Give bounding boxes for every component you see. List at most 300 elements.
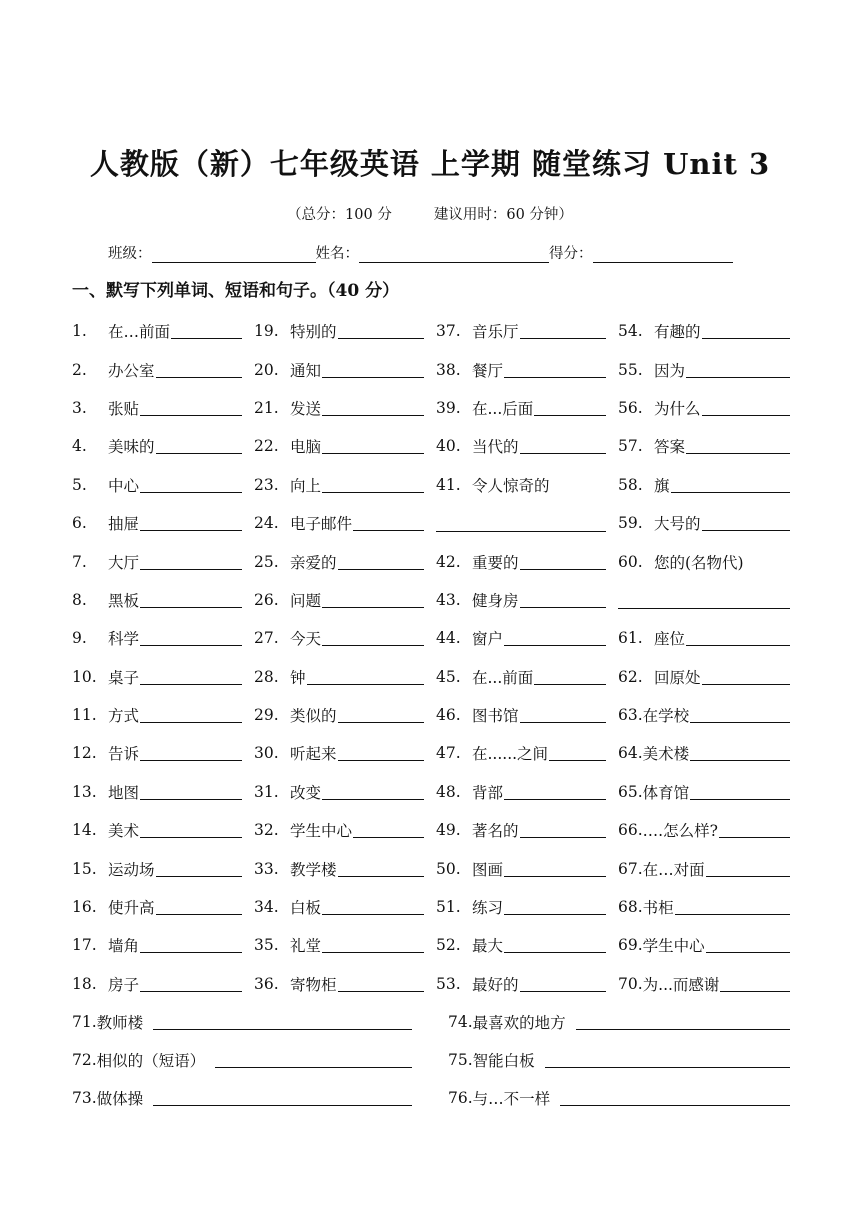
item-number: 68.	[618, 898, 643, 917]
item-prompt: 教师楼	[96, 1014, 144, 1032]
score-field[interactable]	[593, 246, 733, 263]
answer-blank[interactable]	[690, 784, 790, 800]
vocab-item	[618, 888, 790, 926]
item-number: 71.	[72, 1013, 97, 1031]
vocab-item	[436, 734, 618, 772]
answer-blank[interactable]	[436, 531, 606, 532]
item-number: 12.	[72, 744, 97, 763]
answer-blank[interactable]	[322, 784, 424, 800]
answer-blank[interactable]	[322, 477, 424, 493]
item-prompt: 美术	[108, 822, 140, 841]
item-number: 65.	[618, 782, 643, 801]
answer-blank[interactable]	[140, 515, 242, 531]
item-number: 27.	[254, 629, 279, 648]
item-prompt: 美味的	[108, 438, 155, 457]
item-number: 13.	[72, 782, 97, 801]
vocab-item	[436, 466, 618, 504]
answer-blank[interactable]	[576, 1014, 790, 1030]
item-prompt: 有趣的	[654, 323, 701, 342]
item-number: 66.	[618, 821, 643, 840]
item-number: 48.	[436, 782, 461, 801]
item-prompt: 房子	[108, 975, 140, 994]
item-number: 16.	[72, 898, 97, 917]
item-number: 35.	[254, 936, 279, 955]
item-number: 36.	[254, 974, 279, 993]
item-number: 43.	[436, 590, 461, 609]
item-prompt: 在...后面	[472, 399, 534, 418]
item-number: 47.	[436, 744, 461, 763]
vocab-item	[436, 811, 618, 849]
answer-blank[interactable]	[156, 861, 242, 877]
answer-blank[interactable]	[702, 515, 790, 531]
item-number: 21.	[254, 398, 279, 417]
answer-blank[interactable]	[549, 745, 606, 761]
answer-blank[interactable]	[520, 554, 606, 570]
answer-blank[interactable]	[504, 630, 606, 646]
item-number: 57.	[618, 437, 643, 456]
vocab-grid	[72, 312, 790, 1003]
item-prompt: 类似的	[290, 707, 337, 726]
answer-blank[interactable]	[322, 937, 424, 953]
answer-blank[interactable]	[686, 362, 790, 378]
vocab-item	[254, 773, 436, 811]
item-prompt: 在…前面	[108, 323, 171, 342]
section-heading: 一、默写下列单词、短语和句子。（40 分）	[72, 281, 400, 301]
item-prompt: 礼堂	[290, 937, 322, 956]
item-prompt: 问题	[290, 591, 322, 610]
item-prompt: 因为	[654, 361, 686, 380]
item-number: 14.	[72, 821, 97, 840]
phrase-item	[72, 1079, 448, 1117]
answer-blank[interactable]	[140, 400, 242, 416]
item-number: 61.	[618, 629, 643, 648]
item-prompt: 发送	[290, 399, 322, 418]
answer-blank[interactable]	[140, 784, 242, 800]
item-prompt: 电子邮件	[290, 515, 353, 534]
vocab-item	[436, 658, 618, 696]
vocab-item	[72, 504, 254, 542]
vocab-item	[618, 849, 790, 887]
item-prompt: 为什么	[654, 399, 701, 418]
item-prompt: 智能白板	[472, 1052, 535, 1070]
answer-blank[interactable]	[215, 1052, 412, 1068]
item-prompt: 黑板	[108, 591, 140, 610]
item-prompt: 电脑	[290, 438, 322, 457]
item-number: 4.	[72, 437, 87, 456]
item-number: 1.	[72, 322, 87, 341]
answer-blank[interactable]	[690, 745, 790, 761]
vocab-item	[254, 658, 436, 696]
item-prompt: 著名的	[472, 822, 519, 841]
vocab-item	[72, 658, 254, 696]
suggested-time-text: 建议用时：60 分钟）	[433, 207, 573, 223]
answer-blank[interactable]	[338, 323, 424, 339]
vocab-item	[436, 888, 618, 926]
answer-blank[interactable]	[686, 438, 790, 454]
phrase-item	[448, 1079, 790, 1117]
answer-blank[interactable]	[322, 592, 424, 608]
item-number: 18.	[72, 974, 97, 993]
item-number: 38.	[436, 360, 461, 379]
answer-blank[interactable]	[702, 323, 790, 339]
vocab-item	[254, 965, 436, 1003]
item-prompt: 科学	[108, 630, 140, 649]
vocab-item	[254, 888, 436, 926]
answer-blank[interactable]	[560, 1090, 790, 1106]
answer-blank[interactable]	[322, 400, 424, 416]
answer-blank[interactable]	[156, 362, 242, 378]
phrase-item	[448, 1003, 790, 1041]
item-number: 11.	[72, 706, 97, 725]
vocab-item	[72, 389, 254, 427]
vocab-item	[254, 312, 436, 350]
item-prompt: 健身房	[472, 591, 519, 610]
item-prompt: 体育馆	[642, 783, 690, 802]
item-prompt: 最大	[472, 937, 504, 956]
item-prompt: 告诉	[108, 745, 140, 764]
vocab-item	[436, 312, 618, 350]
answer-blank[interactable]	[156, 438, 242, 454]
item-number: 52.	[436, 936, 461, 955]
answer-blank[interactable]	[520, 592, 606, 608]
answer-blank[interactable]	[307, 669, 424, 685]
answer-blank[interactable]	[520, 438, 606, 454]
item-number: 15.	[72, 859, 97, 878]
vocab-item	[618, 965, 790, 1003]
item-prompt: 做体操	[96, 1090, 144, 1108]
item-prompt: 向上	[290, 476, 322, 495]
answer-blank[interactable]	[702, 669, 790, 685]
answer-blank[interactable]	[156, 899, 242, 915]
class-label: 班级：	[108, 246, 152, 262]
answer-blank[interactable]	[520, 323, 606, 339]
vocab-item	[618, 389, 790, 427]
item-prompt: 窗户	[472, 630, 504, 649]
vocab-item	[72, 581, 254, 619]
vocab-item	[72, 312, 254, 350]
item-number: 39.	[436, 398, 461, 417]
item-number: 46.	[436, 706, 461, 725]
item-prompt: 在学校	[642, 707, 690, 726]
vocab-item	[618, 542, 790, 580]
name-field[interactable]	[359, 246, 549, 263]
vocab-item	[254, 389, 436, 427]
item-number: 44.	[436, 629, 461, 648]
vocab-item	[72, 849, 254, 887]
item-prompt: 张贴	[108, 399, 140, 418]
vocab-item	[436, 849, 618, 887]
answer-blank[interactable]	[618, 608, 790, 609]
item-number: 62.	[618, 667, 643, 686]
item-number: 24.	[254, 514, 279, 533]
item-prompt: 学生中心	[290, 822, 353, 841]
answer-blank[interactable]	[353, 515, 424, 531]
vocab-item	[254, 581, 436, 619]
answer-blank[interactable]	[338, 976, 424, 992]
item-prompt: 钟	[290, 668, 306, 687]
answer-blank[interactable]	[690, 707, 790, 723]
phrase-item	[72, 1003, 448, 1041]
vocab-item	[618, 811, 790, 849]
answer-blank[interactable]	[504, 937, 606, 953]
answer-blank[interactable]	[504, 784, 606, 800]
vocab-item	[72, 619, 254, 657]
vocab-item	[254, 504, 436, 542]
item-prompt: 与…不一样	[472, 1090, 551, 1108]
item-number: 26.	[254, 590, 279, 609]
vocab-item	[72, 466, 254, 504]
item-prompt: 学生中心	[642, 937, 705, 956]
vocab-item	[618, 619, 790, 657]
vocab-item	[72, 773, 254, 811]
answer-blank[interactable]	[140, 745, 242, 761]
answer-blank[interactable]	[534, 669, 606, 685]
item-prompt: 抽屉	[108, 515, 140, 534]
item-number: 29.	[254, 706, 279, 725]
item-number: 54.	[618, 322, 643, 341]
item-prompt: 亲爱的	[290, 553, 337, 572]
item-number: 30.	[254, 744, 279, 763]
answer-blank[interactable]	[671, 477, 790, 493]
vocab-item	[618, 734, 790, 772]
item-number: 19.	[254, 322, 279, 341]
answer-blank[interactable]	[140, 822, 242, 838]
item-prompt: 白板	[290, 899, 322, 918]
answer-blank[interactable]	[504, 899, 606, 915]
answer-blank[interactable]	[675, 899, 790, 915]
answer-blank[interactable]	[338, 554, 424, 570]
answer-blank[interactable]	[702, 400, 790, 416]
item-prompt: ….怎么样?	[642, 822, 718, 841]
vocab-item	[72, 350, 254, 388]
answer-blank[interactable]	[140, 477, 242, 493]
item-number: 51.	[436, 898, 461, 917]
answer-blank[interactable]	[534, 400, 606, 416]
answer-blank[interactable]	[140, 669, 242, 685]
item-prompt: 大厅	[108, 553, 140, 572]
item-prompt: 方式	[108, 707, 140, 726]
vocab-item	[254, 811, 436, 849]
item-number: 74.	[448, 1013, 473, 1031]
item-prompt: 您的(名物代)	[654, 553, 744, 572]
total-score-text: （总分：100 分	[287, 207, 392, 223]
item-prompt: 令人惊奇的	[472, 476, 550, 495]
item-prompt: 通知	[290, 361, 322, 380]
answer-blank[interactable]	[322, 899, 424, 915]
vocab-item	[72, 888, 254, 926]
answer-blank[interactable]	[706, 861, 790, 877]
item-number: 70.	[618, 974, 643, 993]
answer-blank[interactable]	[719, 822, 790, 838]
answer-blank[interactable]	[140, 592, 242, 608]
item-prompt: 教学楼	[290, 860, 337, 879]
vocab-item	[618, 581, 790, 619]
item-prompt: 回原处	[654, 668, 701, 687]
answer-blank[interactable]	[706, 937, 790, 953]
vocab-item	[436, 926, 618, 964]
worksheet-title: 人教版（新）七年级英语 上学期 随堂练习 Unit 3	[89, 147, 771, 181]
vocab-item	[254, 350, 436, 388]
item-number: 7.	[72, 552, 87, 571]
item-number: 53.	[436, 974, 461, 993]
phrase-item	[448, 1041, 790, 1079]
answer-blank[interactable]	[504, 861, 606, 877]
answer-blank[interactable]	[720, 976, 790, 992]
vocab-item	[436, 542, 618, 580]
item-prompt: 桌子	[108, 668, 140, 687]
answer-blank[interactable]	[338, 861, 424, 877]
item-number: 60.	[618, 552, 643, 571]
answer-blank[interactable]	[140, 976, 242, 992]
item-prompt: 座位	[654, 630, 686, 649]
item-number: 56.	[618, 398, 643, 417]
vocab-item	[254, 619, 436, 657]
vocab-item	[254, 466, 436, 504]
item-prompt: 最好的	[472, 975, 519, 994]
vocab-item	[436, 619, 618, 657]
vocab-item	[72, 811, 254, 849]
answer-blank[interactable]	[153, 1014, 412, 1030]
answer-blank[interactable]	[322, 438, 424, 454]
vocab-item	[618, 312, 790, 350]
item-prompt: 特别的	[290, 323, 337, 342]
item-number: 72.	[72, 1051, 97, 1069]
vocab-item	[618, 427, 790, 465]
student-info-row	[108, 242, 733, 263]
item-prompt: 寄物柜	[290, 975, 337, 994]
vocab-item	[618, 926, 790, 964]
item-prompt: 在...前面	[472, 668, 534, 687]
vocab-item	[436, 504, 618, 542]
item-number: 75.	[448, 1051, 473, 1069]
vocab-item	[618, 658, 790, 696]
answer-blank[interactable]	[520, 707, 606, 723]
item-number: 67.	[618, 859, 643, 878]
answer-blank[interactable]	[140, 707, 242, 723]
item-number: 28.	[254, 667, 279, 686]
item-number: 5.	[72, 475, 87, 494]
item-prompt: 答案	[654, 438, 686, 457]
item-number: 42.	[436, 552, 461, 571]
item-prompt: 在…对面	[642, 860, 705, 879]
answer-blank[interactable]	[140, 630, 242, 646]
vocab-item	[618, 466, 790, 504]
item-number: 10.	[72, 667, 97, 686]
answer-blank[interactable]	[686, 630, 790, 646]
item-number: 17.	[72, 936, 97, 955]
answer-blank[interactable]	[140, 937, 242, 953]
answer-blank[interactable]	[520, 976, 606, 992]
vocab-item	[618, 696, 790, 734]
answer-blank[interactable]	[322, 362, 424, 378]
item-prompt: 地图	[108, 783, 140, 802]
item-number: 33.	[254, 859, 279, 878]
answer-blank[interactable]	[171, 323, 242, 339]
item-prompt: 今天	[290, 630, 322, 649]
answer-blank[interactable]	[504, 362, 606, 378]
vocab-item	[254, 849, 436, 887]
item-number: 8.	[72, 590, 87, 609]
item-number: 32.	[254, 821, 279, 840]
item-number: 23.	[254, 475, 279, 494]
item-prompt: 大号的	[654, 515, 701, 534]
vocab-item	[254, 926, 436, 964]
item-number: 76.	[448, 1089, 473, 1107]
vocab-item	[618, 350, 790, 388]
item-number: 22.	[254, 437, 279, 456]
vocab-item	[254, 542, 436, 580]
item-prompt: 运动场	[108, 860, 155, 879]
item-prompt: 背部	[472, 783, 504, 802]
answer-blank[interactable]	[338, 745, 424, 761]
item-number: 41.	[436, 475, 461, 494]
vocab-item	[436, 389, 618, 427]
item-number: 37.	[436, 322, 461, 341]
item-prompt: 改变	[290, 783, 322, 802]
vocab-item	[436, 773, 618, 811]
item-prompt: 墙角	[108, 937, 140, 956]
vocab-item	[72, 696, 254, 734]
answer-blank[interactable]	[322, 630, 424, 646]
vocab-item	[72, 734, 254, 772]
item-prompt: 美术楼	[642, 745, 690, 764]
answer-blank[interactable]	[353, 822, 424, 838]
item-number: 9.	[72, 629, 87, 648]
vocab-item	[72, 542, 254, 580]
item-number: 64.	[618, 744, 643, 763]
worksheet-subtitle	[0, 203, 860, 224]
answer-blank[interactable]	[153, 1090, 412, 1106]
answer-blank[interactable]	[338, 707, 424, 723]
vocab-item	[436, 427, 618, 465]
name-label: 姓名：	[315, 246, 359, 262]
item-number: 49.	[436, 821, 461, 840]
vocab-item	[618, 773, 790, 811]
class-field[interactable]	[152, 246, 316, 263]
item-prompt: 为...而感谢	[642, 975, 720, 994]
item-number: 6.	[72, 514, 87, 533]
vocab-item	[436, 350, 618, 388]
score-label: 得分：	[549, 246, 593, 262]
item-prompt: 图书馆	[472, 707, 519, 726]
item-number: 25.	[254, 552, 279, 571]
answer-blank[interactable]	[520, 822, 606, 838]
item-number: 73.	[72, 1089, 97, 1107]
item-number: 40.	[436, 437, 461, 456]
item-number: 58.	[618, 475, 643, 494]
item-number: 34.	[254, 898, 279, 917]
item-prompt: 图画	[472, 860, 504, 879]
item-prompt: 音乐厅	[472, 323, 519, 342]
item-prompt: 中心	[108, 476, 140, 495]
vocab-item	[618, 504, 790, 542]
answer-blank[interactable]	[140, 554, 242, 570]
item-number: 20.	[254, 360, 279, 379]
item-prompt: 在......之间	[472, 745, 549, 764]
item-prompt: 最喜欢的地方	[472, 1014, 566, 1032]
answer-blank[interactable]	[545, 1052, 790, 1068]
vocab-item	[72, 926, 254, 964]
item-number: 3.	[72, 398, 87, 417]
item-prompt: 当代的	[472, 438, 519, 457]
item-prompt: 餐厅	[472, 361, 504, 380]
item-number: 63.	[618, 706, 643, 725]
phrase-grid	[72, 1003, 790, 1117]
vocab-item	[72, 965, 254, 1003]
item-number: 45.	[436, 667, 461, 686]
vocab-item	[436, 965, 618, 1003]
item-prompt: 办公室	[108, 361, 155, 380]
